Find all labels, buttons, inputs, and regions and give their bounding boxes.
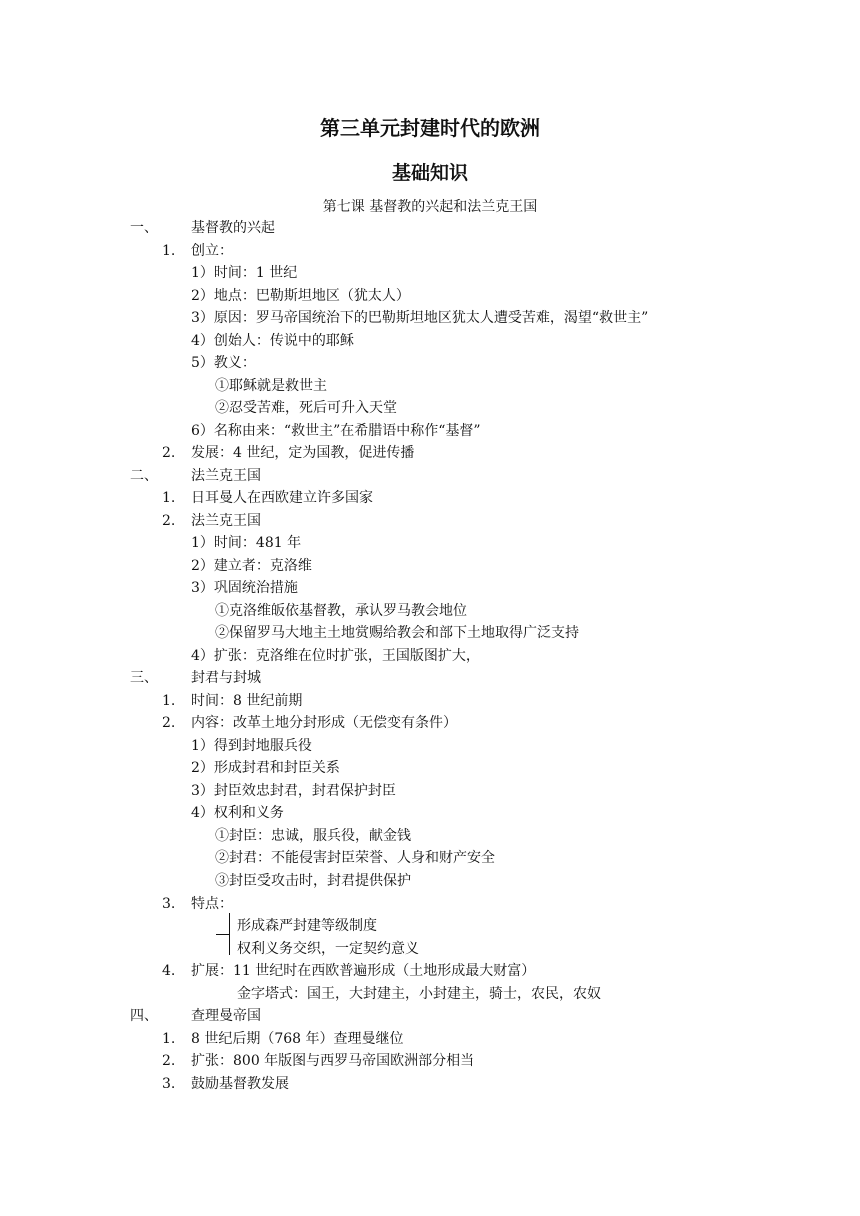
subitem-text: 2）地点：巴勒斯坦地区（犹太人） <box>191 288 410 304</box>
section-title: 查理曼帝国 <box>191 1008 261 1024</box>
item-number: 1. <box>162 693 176 709</box>
section-number: 一、 <box>130 220 158 236</box>
item-number: 2. <box>162 1053 176 1069</box>
page-subtitle: 基础知识 <box>391 162 468 184</box>
point-text: ②封君：不能侵害封臣荣誉、人身和财产安全 <box>215 850 495 866</box>
item-text: 扩展：11 世纪时在西欧普遍形成（土地形成最大财富） <box>191 963 536 979</box>
subitem-text: 3）巩固统治措施 <box>191 580 298 596</box>
item-number: 4. <box>162 963 176 979</box>
item-text: 8 世纪后期（768 年）查理曼继位 <box>191 1031 404 1047</box>
item-text: 时间：8 世纪前期 <box>191 693 303 709</box>
subitem-text: 2）形成封君和封臣关系 <box>191 760 340 776</box>
point-text: ②忍受苦难，死后可升入天堂 <box>215 400 397 416</box>
point-text: ②保留罗马大地主土地赏赐给教会和部下土地取得广泛支持 <box>215 625 579 641</box>
lesson-title: 第七课 基督教的兴起和法兰克王国 <box>322 199 538 215</box>
subitem-text: 1）时间：481 年 <box>191 535 302 551</box>
item-text: 特点： <box>191 896 233 912</box>
item-text: 日耳曼人在西欧建立许多国家 <box>191 490 373 506</box>
section-number: 三、 <box>130 670 158 686</box>
item-number: 1. <box>162 243 176 259</box>
subitem-text: 3）封臣效忠封君，封君保护封臣 <box>191 783 396 799</box>
item-text: 鼓励基督教发展 <box>191 1076 289 1092</box>
subitem-text: 1）得到封地服兵役 <box>191 738 312 754</box>
point-text: ①耶稣就是救世主 <box>215 378 327 394</box>
subitem-text: 1）时间：1 世纪 <box>191 265 298 281</box>
subitem-text: 4）权利和义务 <box>191 805 284 821</box>
page-title: 第三单元封建时代的欧洲 <box>320 116 540 140</box>
point-text: ③封臣受攻击时，封君提供保护 <box>215 873 411 889</box>
section-title: 封君与封城 <box>191 670 261 686</box>
item-text: 法兰克王国 <box>191 513 261 529</box>
item-text: 创立： <box>191 243 233 259</box>
subitem-text: 2）建立者：克洛维 <box>191 558 312 574</box>
section-number: 二、 <box>130 468 158 484</box>
point-text: ①克洛维皈依基督教，承认罗马教会地位 <box>215 603 467 619</box>
subitem-text: 4）扩张：克洛维在位时扩张，王国版图扩大， <box>191 648 480 664</box>
item-number: 1. <box>162 490 176 506</box>
item-number: 2. <box>162 715 176 731</box>
feature-text: 形成森严封建等级制度 <box>237 918 377 934</box>
feature-bracket <box>229 913 230 955</box>
pyramid-text: 金字塔式：国王，大封建主，小封建主，骑士，农民，农奴 <box>237 986 601 1002</box>
subitem-text: 5）教义： <box>191 355 256 371</box>
point-text: ①封臣：忠诚，服兵役，献金钱 <box>215 828 411 844</box>
feature-text: 权利义务交织，一定契约意义 <box>237 941 419 957</box>
item-number: 3. <box>162 896 176 912</box>
item-number: 2. <box>162 513 176 529</box>
item-text: 扩张：800 年版图与西罗马帝国欧洲部分相当 <box>191 1053 475 1069</box>
item-text: 发展：4 世纪，定为国教，促进传播 <box>191 445 415 461</box>
item-number: 3. <box>162 1076 176 1092</box>
subitem-text: 3）原因：罗马帝国统治下的巴勒斯坦地区犹太人遭受苦难，渴望“救世主” <box>191 310 649 326</box>
section-title: 法兰克王国 <box>191 468 261 484</box>
section-title: 基督教的兴起 <box>191 220 275 236</box>
subitem-text: 6）名称由来：“救世主”在希腊语中称作“基督” <box>191 423 481 439</box>
subitem-text: 4）创始人：传说中的耶稣 <box>191 333 354 349</box>
section-number: 四、 <box>130 1008 158 1024</box>
item-text: 内容：改革土地分封形成（无偿变有条件） <box>191 715 457 731</box>
item-number: 1. <box>162 1031 176 1047</box>
item-number: 2. <box>162 445 176 461</box>
feature-bracket-tick <box>216 934 229 935</box>
